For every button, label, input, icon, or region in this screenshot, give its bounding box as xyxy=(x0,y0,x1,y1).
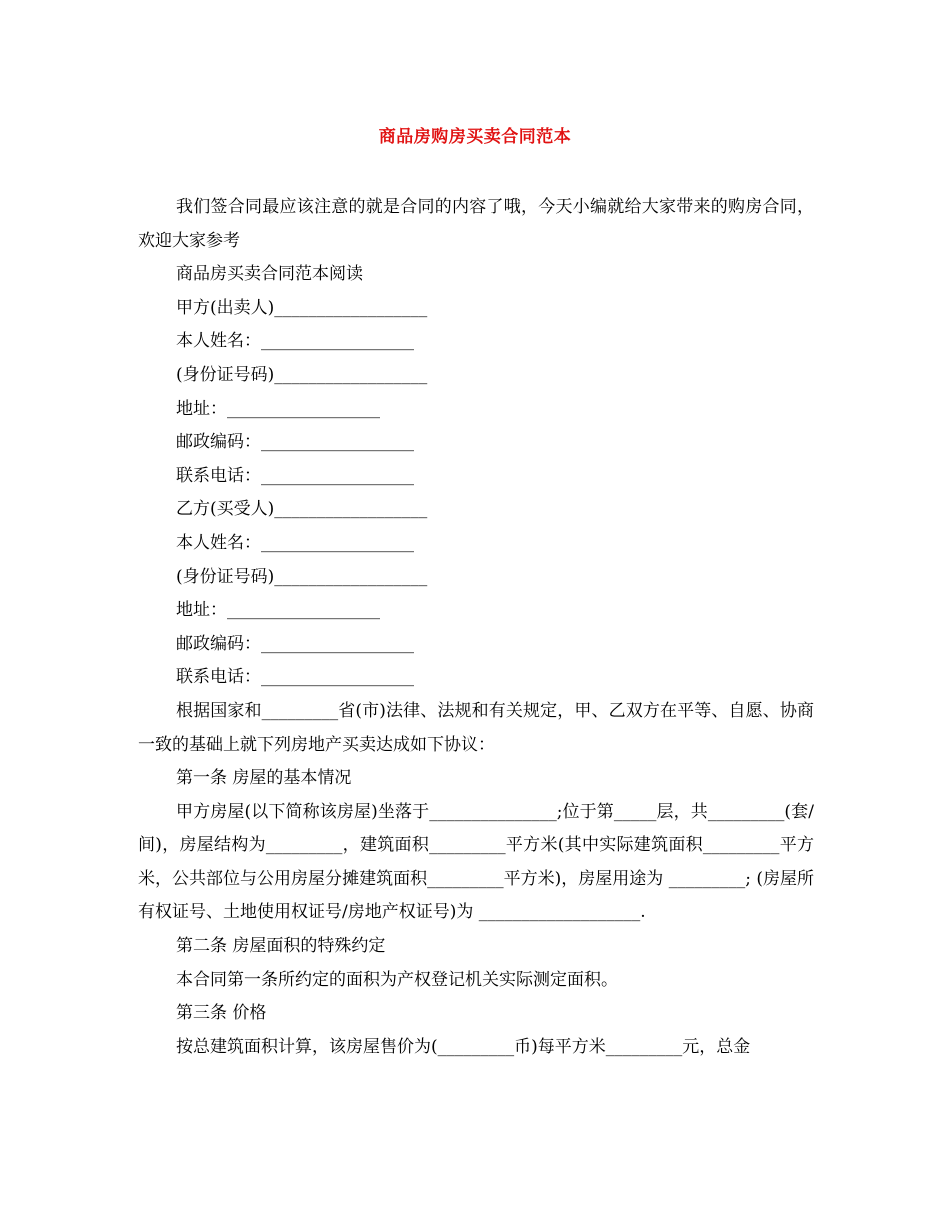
document-body xyxy=(138,191,814,1064)
party-b-line: 乙方(买受人)__________________ xyxy=(176,499,428,520)
party-b-phone-line: 联系电话：__________________ xyxy=(176,667,414,688)
preamble-paragraph: 根据国家和_________省(市)法律、法规和有关规定，甲、乙双方在平等、自愿、协商一致的基础上就下列房地产买卖达成如下协议： xyxy=(138,700,814,755)
party-b-postcode-line: 邮政编码：__________________ xyxy=(176,633,414,654)
party-b-id-line: (身份证号码)__________________ xyxy=(176,566,428,587)
article-3-heading: 第三条 价格 xyxy=(176,1003,267,1024)
article-1-body: 甲方房屋(以下简称该房屋)坐落于_______________;位于第_____层，共_________(套/间)，房屋结构为_________，建筑面积_________平方米(其中实际建筑面积_________平方米，公共部位与公用房屋分摊建筑面积_________平方米)，房屋用途为 _________; (房屋所有权证号、土地使用权证号/房地产权证号)为 ___________________. xyxy=(138,801,814,923)
article-2-body: 本合同第一条所约定的面积为产权登记机关实际测定面积。 xyxy=(176,969,618,990)
document-title: 商品房购房买卖合同范本 xyxy=(378,127,572,147)
party-a-address-line: 地址：__________________ xyxy=(176,398,380,419)
intro-paragraph: 我们签合同最应该注意的就是合同的内容了哦，今天小编就给大家带来的购房合同，欢迎大家参考 xyxy=(138,197,814,251)
party-a-postcode-line: 邮政编码：__________________ xyxy=(176,432,414,453)
party-a-id-line: (身份证号码)__________________ xyxy=(176,364,428,385)
party-a-line: 甲方(出卖人)__________________ xyxy=(176,297,428,318)
article-1-heading: 第一条 房屋的基本情况 xyxy=(176,768,352,789)
party-b-address-line: 地址：__________________ xyxy=(176,600,380,621)
party-a-name-line: 本人姓名：__________________ xyxy=(176,331,414,352)
article-3-body: 按总建筑面积计算，该房屋售价为(_________币)每平方米_________元，总金 xyxy=(176,1036,751,1057)
party-a-phone-line: 联系电话：__________________ xyxy=(176,465,414,486)
article-2-heading: 第二条 房屋面积的特殊约定 xyxy=(176,936,386,957)
party-b-name-line: 本人姓名：__________________ xyxy=(176,532,414,553)
section-heading: 商品房买卖合同范本阅读 xyxy=(176,264,363,285)
